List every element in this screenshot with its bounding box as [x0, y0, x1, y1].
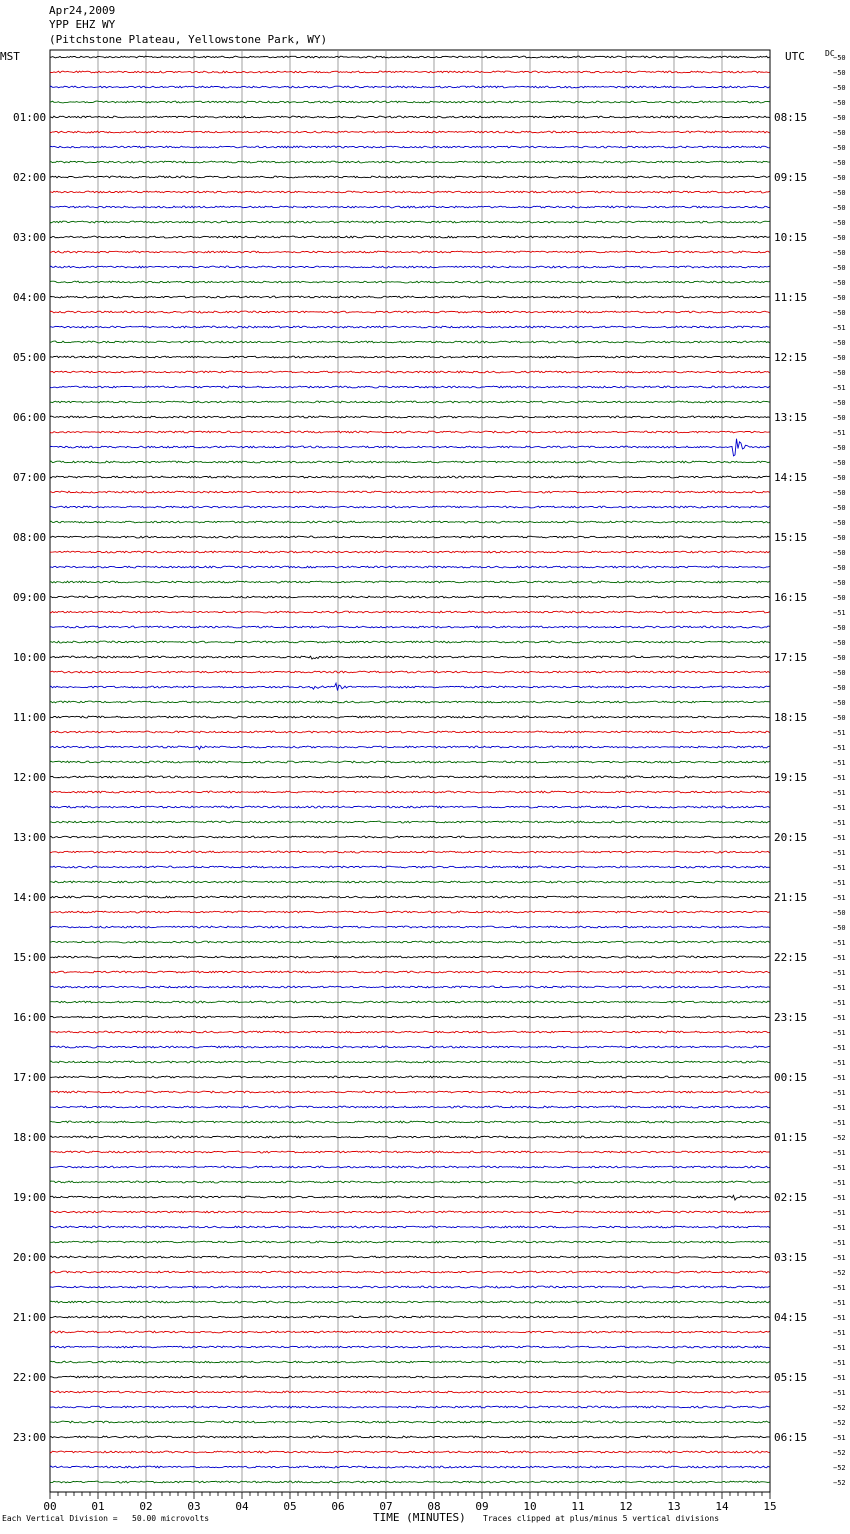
mst-time-label: 07:00 — [13, 471, 47, 484]
x-tick-label: 11 — [571, 1500, 585, 1513]
dc-offset-label: −50 — [833, 54, 846, 62]
dc-offset-label: −51 — [833, 1194, 846, 1202]
mst-time-label: 06:00 — [13, 411, 47, 424]
dc-offset-label: −50 — [833, 219, 846, 227]
dc-offset-label: −51 — [833, 1299, 846, 1307]
seismic-trace — [50, 551, 770, 553]
seismic-trace — [50, 476, 770, 478]
dc-offset-label: −51 — [833, 1389, 846, 1397]
x-tick-label: 07 — [379, 1500, 393, 1513]
dc-offset-label: −50 — [833, 534, 846, 542]
dc-offset-label: −50 — [833, 654, 846, 662]
dc-offset-label: −50 — [833, 504, 846, 512]
dc-offset-label: −50 — [833, 399, 846, 407]
seismic-trace — [50, 461, 770, 463]
utc-time-label: 00:15 — [774, 1071, 808, 1084]
seismic-trace — [50, 1166, 770, 1168]
seismic-trace — [50, 971, 770, 973]
seismic-trace — [50, 1061, 770, 1063]
dc-offset-label: −50 — [833, 489, 846, 497]
dc-offset-label: −51 — [833, 1434, 846, 1442]
dc-offset-label: −50 — [833, 459, 846, 467]
mst-time-label: 23:00 — [13, 1431, 47, 1444]
seismic-trace — [50, 371, 770, 373]
dc-offset-label: −50 — [833, 339, 846, 347]
dc-offset-label: −51 — [833, 429, 846, 437]
seismic-trace — [50, 1406, 770, 1408]
seismic-trace — [50, 1151, 770, 1153]
dc-offset-label: −51 — [833, 1224, 846, 1232]
seismic-trace — [50, 671, 770, 673]
seismic-trace — [50, 881, 770, 883]
seismic-trace — [50, 146, 770, 148]
seismic-trace — [50, 956, 770, 958]
seismic-trace — [50, 356, 770, 358]
dc-offset-label: −51 — [833, 1314, 846, 1322]
dc-offset-label: −50 — [833, 594, 846, 602]
seismic-trace — [50, 71, 770, 73]
utc-time-label: 15:15 — [774, 531, 808, 544]
seismic-trace — [50, 161, 770, 163]
seismic-trace — [50, 911, 770, 913]
utc-time-label: 17:15 — [774, 651, 808, 664]
x-tick-label: 01 — [91, 1500, 105, 1513]
seismic-trace — [50, 521, 770, 523]
seismic-trace — [50, 836, 770, 838]
dc-offset-label: −50 — [833, 519, 846, 527]
seismic-trace — [50, 791, 770, 793]
seismic-trace — [50, 566, 770, 568]
dc-offset-label: −50 — [833, 354, 846, 362]
mst-time-label: 04:00 — [13, 291, 47, 304]
dc-offset-label: −51 — [833, 969, 846, 977]
seismic-trace — [50, 86, 770, 88]
seismic-trace — [50, 896, 770, 898]
seismic-trace — [50, 281, 770, 283]
utc-time-label: 01:15 — [774, 1131, 808, 1144]
utc-time-label: 12:15 — [774, 351, 808, 364]
seismic-trace — [50, 326, 770, 328]
x-tick-label: 12 — [619, 1500, 633, 1513]
mst-axis-label: MST — [0, 50, 20, 63]
dc-offset-label: −51 — [833, 1014, 846, 1022]
seismic-trace — [50, 1136, 770, 1138]
mst-time-label: 19:00 — [13, 1191, 47, 1204]
seismic-trace — [50, 821, 770, 823]
seismic-trace — [50, 731, 770, 733]
dc-offset-label: −50 — [833, 114, 846, 122]
dc-offset-label: −50 — [833, 924, 846, 932]
dc-offset-label: −51 — [833, 879, 846, 887]
dc-offset-label: −51 — [833, 759, 846, 767]
utc-time-label: 02:15 — [774, 1191, 808, 1204]
dc-offset-label: −52 — [833, 1419, 846, 1427]
mst-time-label: 03:00 — [13, 231, 47, 244]
dc-offset-label: −50 — [833, 624, 846, 632]
mst-time-label: 05:00 — [13, 351, 47, 364]
seismic-trace — [50, 626, 770, 628]
x-tick-label: 02 — [139, 1500, 153, 1513]
seismic-trace — [50, 176, 770, 178]
seismic-trace — [50, 401, 770, 403]
utc-time-label: 09:15 — [774, 171, 808, 184]
dc-offset-label: −50 — [833, 699, 846, 707]
dc-offset-label: −50 — [833, 129, 846, 137]
dc-offset-label: −51 — [833, 1029, 846, 1037]
x-tick-label: 00 — [43, 1500, 57, 1513]
seismic-trace — [50, 1391, 770, 1393]
dc-offset-label: −51 — [833, 1179, 846, 1187]
dc-offset-label: −50 — [833, 69, 846, 77]
dc-offset-label: −51 — [833, 1359, 846, 1367]
mst-time-label: 20:00 — [13, 1251, 47, 1264]
mst-time-label: 14:00 — [13, 891, 47, 904]
seismic-trace — [50, 1181, 770, 1183]
seismic-trace — [50, 851, 770, 853]
dc-offset-label: −50 — [833, 174, 846, 182]
dc-offset-label: −50 — [833, 579, 846, 587]
seismic-trace — [50, 1121, 770, 1123]
dc-offset-label: −50 — [833, 159, 846, 167]
dc-offset-label: −50 — [833, 234, 846, 242]
dc-offset-label: −51 — [833, 1209, 846, 1217]
utc-time-label: 11:15 — [774, 291, 808, 304]
seismic-trace — [50, 56, 770, 58]
seismic-trace — [50, 311, 770, 313]
dc-offset-label: −50 — [833, 84, 846, 92]
seismic-trace — [50, 101, 770, 103]
utc-time-label: 23:15 — [774, 1011, 808, 1024]
dc-offset-label: −50 — [833, 714, 846, 722]
seismic-trace — [50, 641, 770, 643]
dc-offset-label: −52 — [833, 1269, 846, 1277]
dc-offset-label: −51 — [833, 774, 846, 782]
seismic-trace — [50, 1226, 770, 1228]
seismic-trace — [50, 1301, 770, 1303]
seismic-trace — [50, 431, 770, 433]
dc-offset-label: −51 — [833, 864, 846, 872]
seismic-trace — [50, 416, 770, 418]
station-code: YPP EHZ WY — [49, 18, 116, 31]
seismic-trace — [50, 1346, 770, 1348]
utc-time-label: 16:15 — [774, 591, 808, 604]
seismic-trace — [50, 926, 770, 928]
dc-offset-label: −51 — [833, 939, 846, 947]
dc-offset-label: −51 — [833, 954, 846, 962]
seismic-trace — [50, 386, 770, 388]
dc-offset-label: −51 — [833, 1089, 846, 1097]
dc-offset-label: −51 — [833, 819, 846, 827]
dc-offset-label: −51 — [833, 729, 846, 737]
utc-axis-label: UTC — [785, 50, 805, 63]
seismic-trace — [50, 611, 770, 613]
seismic-trace — [50, 236, 770, 238]
seismic-trace — [50, 1331, 770, 1333]
seismic-trace — [50, 266, 770, 268]
mst-time-label: 11:00 — [13, 711, 47, 724]
station-location: (Pitchstone Plateau, Yellowstone Park, WY) — [49, 33, 328, 46]
utc-time-label: 18:15 — [774, 711, 808, 724]
seismic-trace — [50, 116, 770, 118]
seismic-trace — [50, 1076, 770, 1078]
dc-offset-label: −51 — [833, 1119, 846, 1127]
seismic-trace — [50, 866, 770, 868]
dc-offset-label: −50 — [833, 99, 846, 107]
utc-time-label: 21:15 — [774, 891, 808, 904]
seismic-trace — [50, 341, 770, 343]
utc-time-label: 19:15 — [774, 771, 808, 784]
dc-offset-label: −51 — [833, 324, 846, 332]
x-tick-label: 04 — [235, 1500, 249, 1513]
x-tick-label: 08 — [427, 1500, 441, 1513]
mst-time-label: 17:00 — [13, 1071, 47, 1084]
utc-time-label: 04:15 — [774, 1311, 808, 1324]
dc-offset-label: −50 — [833, 369, 846, 377]
dc-offset-label: −51 — [833, 1284, 846, 1292]
seismic-trace — [50, 1451, 770, 1453]
mst-time-label: 15:00 — [13, 951, 47, 964]
seismic-trace — [50, 776, 770, 778]
dc-offset-label: −50 — [833, 564, 846, 572]
dc-offset-label: −51 — [833, 804, 846, 812]
dc-offset-label: −50 — [833, 639, 846, 647]
dc-offset-label: −52 — [833, 1134, 846, 1142]
dc-offset-label: −51 — [833, 849, 846, 857]
seismic-trace — [50, 716, 770, 718]
x-tick-label: 06 — [331, 1500, 345, 1513]
seismic-trace — [50, 1361, 770, 1363]
x-tick-label: 09 — [475, 1500, 489, 1513]
utc-time-label: 08:15 — [774, 111, 808, 124]
dc-offset-label: −51 — [833, 1149, 846, 1157]
seismic-trace — [50, 1046, 770, 1048]
seismic-trace — [50, 1001, 770, 1003]
seismic-trace — [50, 806, 770, 808]
mst-time-label: 12:00 — [13, 771, 47, 784]
seismic-trace — [50, 986, 770, 988]
dc-offset-label: −51 — [833, 1254, 846, 1262]
dc-offset-label: −50 — [833, 549, 846, 557]
x-tick-label: 10 — [523, 1500, 537, 1513]
seismic-trace — [50, 439, 770, 456]
dc-offset-label: −51 — [833, 1239, 846, 1247]
dc-offset-label: −52 — [833, 1479, 846, 1487]
seismic-trace — [50, 596, 770, 598]
seismic-trace — [50, 1241, 770, 1243]
seismic-trace — [50, 1376, 770, 1378]
seismic-trace — [50, 191, 770, 193]
vertical-division-note: Each Vertical Division = 50.00 microvolts — [2, 1514, 210, 1523]
dc-offset-label: −50 — [833, 144, 846, 152]
seismic-trace — [50, 941, 770, 943]
mst-time-label: 16:00 — [13, 1011, 47, 1024]
dc-offset-label: −51 — [833, 1344, 846, 1352]
mst-time-label: 01:00 — [13, 111, 47, 124]
dc-offset-label: −50 — [833, 444, 846, 452]
seismic-trace — [50, 1031, 770, 1033]
dc-offset-label: −51 — [833, 609, 846, 617]
x-axis-title: TIME (MINUTES) — [373, 1511, 466, 1524]
dc-offset-label: −50 — [833, 294, 846, 302]
seismic-trace — [50, 1316, 770, 1318]
seismic-trace — [50, 1106, 770, 1108]
seismic-trace — [50, 761, 770, 763]
seismic-trace — [50, 701, 770, 703]
x-tick-label: 03 — [187, 1500, 201, 1513]
seismic-trace — [50, 1091, 770, 1093]
dc-offset-label: −50 — [833, 909, 846, 917]
dc-offset-label: −51 — [833, 1104, 846, 1112]
utc-time-label: 05:15 — [774, 1371, 808, 1384]
dc-offset-label: −50 — [833, 414, 846, 422]
seismic-trace — [50, 251, 770, 253]
seismic-trace — [50, 1195, 770, 1200]
mst-time-label: 08:00 — [13, 531, 47, 544]
seismic-trace — [50, 1271, 770, 1273]
dc-offset-label: −51 — [833, 384, 846, 392]
x-tick-label: 13 — [667, 1500, 681, 1513]
seismic-trace — [50, 1481, 770, 1483]
dc-offset-label: −52 — [833, 1449, 846, 1457]
utc-time-label: 10:15 — [774, 231, 808, 244]
dc-offset-label: −51 — [833, 894, 846, 902]
seismic-trace — [50, 1286, 770, 1288]
seismic-trace — [50, 536, 770, 538]
seismic-trace — [50, 656, 770, 659]
utc-time-label: 14:15 — [774, 471, 808, 484]
dc-offset-label: −51 — [833, 1074, 846, 1082]
dc-offset-label: −51 — [833, 834, 846, 842]
seismic-trace — [50, 491, 770, 493]
x-tick-label: 05 — [283, 1500, 297, 1513]
dc-offset-label: −50 — [833, 669, 846, 677]
chart-date: Apr24,2009 — [49, 4, 116, 17]
mst-time-label: 10:00 — [13, 651, 47, 664]
dc-offset-label: −50 — [833, 309, 846, 317]
dc-offset-label: −51 — [833, 1329, 846, 1337]
seismic-trace — [50, 1466, 770, 1468]
dc-offset-label: −52 — [833, 1404, 846, 1412]
dc-offset-label: −50 — [833, 189, 846, 197]
seismic-trace — [50, 1256, 770, 1258]
seismic-trace — [50, 1016, 770, 1018]
utc-time-label: 06:15 — [774, 1431, 808, 1444]
seismic-trace — [50, 1421, 770, 1423]
utc-time-label: 22:15 — [774, 951, 808, 964]
mst-time-label: 09:00 — [13, 591, 47, 604]
mst-time-label: 13:00 — [13, 831, 47, 844]
dc-offset-label: −50 — [833, 684, 846, 692]
seismic-trace — [50, 131, 770, 133]
seismic-trace — [50, 296, 770, 298]
dc-offset-label: −52 — [833, 1464, 846, 1472]
dc-offset-label: −51 — [833, 984, 846, 992]
x-tick-label: 14 — [715, 1500, 729, 1513]
dc-offset-label: −50 — [833, 279, 846, 287]
mst-time-label: 18:00 — [13, 1131, 47, 1144]
dc-offset-label: −51 — [833, 1059, 846, 1067]
clipping-note: Traces clipped at plus/minus 5 vertical divisions — [483, 1514, 720, 1523]
x-tick-label: 15 — [763, 1500, 777, 1513]
dc-offset-label: −51 — [833, 789, 846, 797]
dc-offset-label: −50 — [833, 264, 846, 272]
dc-offset-label: −51 — [833, 744, 846, 752]
mst-time-label: 21:00 — [13, 1311, 47, 1324]
seismic-trace — [50, 206, 770, 208]
utc-time-label: 03:15 — [774, 1251, 808, 1264]
utc-time-label: 13:15 — [774, 411, 808, 424]
seismic-trace — [50, 506, 770, 508]
dc-offset-label: −51 — [833, 1044, 846, 1052]
dc-axis-label: DC — [825, 49, 835, 58]
dc-offset-label: −51 — [833, 1374, 846, 1382]
seismic-trace — [50, 1436, 770, 1438]
dc-offset-label: −50 — [833, 249, 846, 257]
seismic-trace — [50, 221, 770, 223]
seismic-trace — [50, 581, 770, 583]
mst-time-label: 02:00 — [13, 171, 47, 184]
utc-time-label: 20:15 — [774, 831, 808, 844]
seismic-trace — [50, 683, 770, 690]
seismic-trace — [50, 1211, 770, 1213]
mst-time-label: 22:00 — [13, 1371, 47, 1384]
seismic-trace — [50, 746, 770, 749]
dc-offset-label: −51 — [833, 1164, 846, 1172]
dc-offset-label: −50 — [833, 474, 846, 482]
dc-offset-label: −50 — [833, 204, 846, 212]
dc-offset-label: −51 — [833, 999, 846, 1007]
